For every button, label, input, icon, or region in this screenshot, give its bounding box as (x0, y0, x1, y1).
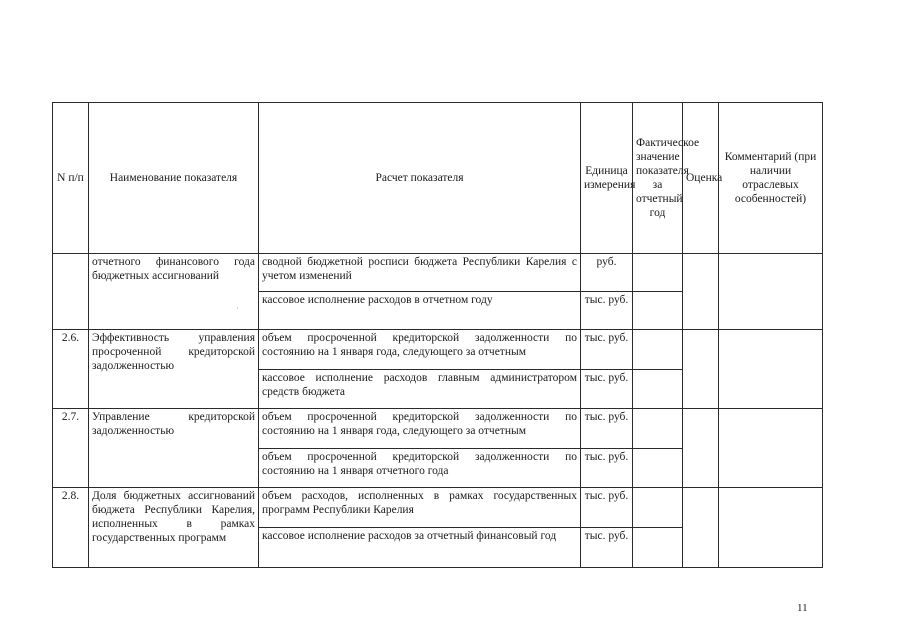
table-row (53, 409, 823, 449)
unit-cell: тыс. руб. (581, 449, 633, 488)
page-number: 11 (797, 602, 808, 614)
header-name: Наименование показателя (89, 103, 259, 254)
calc-text: объем просроченной кредиторской задолженности по состоянию на 1 января отчетного года (259, 449, 581, 488)
header-score: Оценка (683, 103, 719, 254)
calc-text: кассовое исполнение расходов в отчетном году (259, 292, 581, 330)
table-row (53, 488, 823, 528)
calc-text: объем расходов, исполненных в рамках государственных программ Республики Карелия (259, 488, 581, 528)
comment-cell (719, 254, 823, 330)
calc-text: объем просроченной кредиторской задолженности по состоянию на 1 января года, следующего за отчетным (259, 330, 581, 370)
fact-cell (633, 528, 683, 568)
score-cell (683, 488, 719, 568)
fact-cell (633, 254, 683, 292)
fact-cell (633, 409, 683, 449)
calc-text: сводной бюджетной росписи бюджета Республики Карелия с учетом изменений (259, 254, 581, 292)
unit-cell: тыс. руб. (581, 330, 633, 370)
comment-cell (719, 409, 823, 488)
header-unit: Единица измерения (581, 103, 633, 254)
header-num: N п/п (53, 103, 89, 254)
comment-cell (719, 488, 823, 568)
score-cell (683, 254, 719, 330)
comment-cell (719, 330, 823, 409)
header-fact: Фактическое значение показателя за отчетный год (633, 103, 683, 254)
fact-cell (633, 370, 683, 409)
fact-cell (633, 449, 683, 488)
fact-cell (633, 292, 683, 330)
scan-speck: · (236, 304, 239, 313)
row-number: 2.8. (53, 488, 89, 568)
calc-text: кассовое исполнение расходов главным администратором средств бюджета (259, 370, 581, 409)
calc-text: объем просроченной кредиторской задолженности по состоянию на 1 января года, следующего за отчетным (259, 409, 581, 449)
row-number: 2.6. (53, 330, 89, 409)
score-cell (683, 409, 719, 488)
indicator-name: Доля бюджетных ассигнований бюджета Республики Карелия, исполненных в рамках государственных программ (89, 488, 259, 568)
unit-cell: тыс. руб. (581, 488, 633, 528)
unit-cell: тыс. руб. (581, 370, 633, 409)
score-cell (683, 330, 719, 409)
indicators-table (52, 102, 823, 568)
unit-cell: тыс. руб. (581, 528, 633, 568)
row-number (53, 254, 89, 330)
table-header-row (53, 103, 823, 254)
calc-text: кассовое исполнение расходов за отчетный финансовый год (259, 528, 581, 568)
indicator-name: Управление кредиторской задолженностью (89, 409, 259, 488)
fact-cell (633, 488, 683, 528)
indicator-name: Эффективность управления просроченной кредиторской задолженностью (89, 330, 259, 409)
header-calc: Расчет показателя (259, 103, 581, 254)
fact-cell (633, 330, 683, 370)
unit-cell: тыс. руб. (581, 292, 633, 330)
indicator-name: отчетного финансового года бюджетных ассигнований (89, 254, 259, 330)
header-comment: Комментарий (при наличии отраслевых особенностей) (719, 103, 823, 254)
row-number: 2.7. (53, 409, 89, 488)
unit-cell: руб. (581, 254, 633, 292)
unit-cell: тыс. руб. (581, 409, 633, 449)
table-row (53, 254, 823, 292)
table-row (53, 330, 823, 370)
